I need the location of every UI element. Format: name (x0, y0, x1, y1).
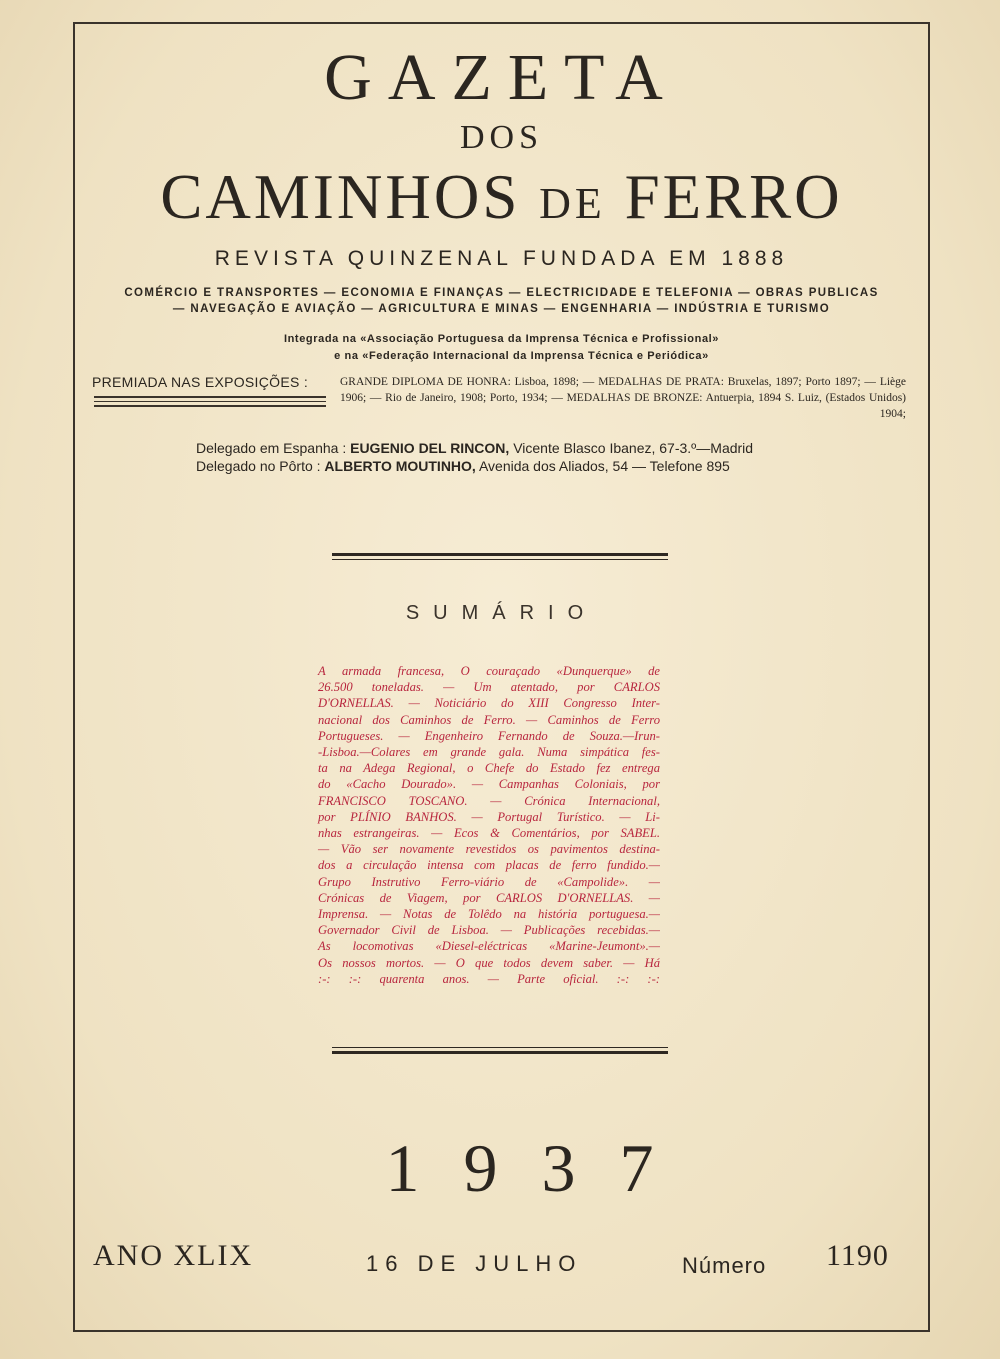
delegate-spain-name: EUGENIO DEL RINCON, (350, 440, 510, 456)
summary-line: Crónicas de Viagem, por CARLOS D'ORNELLAS. — (318, 890, 660, 905)
summary-line: A armada francesa, O couraçado «Dunquerque» de (318, 664, 660, 678)
summary-line: nacional dos Caminhos de Ferro. — Caminhos de Ferro (318, 712, 660, 727)
awards-text: GRANDE DIPLOMA DE HONRA: Lisboa, 1898; — MEDALHAS DE PRATA: Bruxelas, 1897; Porto 1897; — Liège 1906; — Rio de Janeiro, 1908; Porto, 1934; — MEDALHAS DE BRONZE: Antuerpia, 1894 S. Luiz, (Estados Unidos) 1904; (340, 376, 906, 420)
year: 1937 (385, 1130, 698, 1206)
summary-line: do «Cacho Dourado». — Campanhas Coloniais, por (318, 777, 660, 792)
title-gazeta: GAZETA (324, 41, 679, 114)
summary-line: por PLÍNIO BANHOS. — Portugal Turístico. — Li- (318, 809, 660, 824)
title-caminhos-de-ferro (73, 160, 930, 241)
awards-label: PREMIADA NAS EXPOSIÇÕES : (92, 374, 309, 390)
summary-line: dos a circulação intensa com placas de ferro fundido.— (318, 858, 660, 873)
title-caminhos: CAMINHOS (160, 162, 540, 232)
summary-line: — Vão ser novamente revestidos os pavimentos destina- (318, 842, 660, 857)
summary-text (318, 663, 660, 987)
numero-label: Número (682, 1253, 767, 1278)
subtitle: REVISTA QUINZENAL FUNDADA EM 1888 (214, 247, 789, 270)
topics-line-1: COMÉRCIO E TRANSPORTES — ECONOMIA E FINANÇAS — ELECTRICIDADE E TELEFONIA — OBRAS PUBLICAS (124, 287, 879, 299)
summary-line: As locomotivas «Diesel-eléctricas «Marine-Jeumont».— (318, 939, 660, 954)
issue-date: 16 DE JULHO (366, 1251, 583, 1276)
summary-heading: SUMÁRIO (405, 602, 598, 624)
delegate-porto-name: ALBERTO MOUTINHO, (324, 458, 476, 474)
summary-line: -Lisboa.—Colares em grande gala. Numa simpática fes- (318, 745, 660, 760)
summary-line: Imprensa. — Notas de Tolêdo na história portuguesa.— (318, 907, 660, 922)
delegate-porto-address: Avenida dos Aliados, 54 — Telefone 895 (475, 458, 730, 474)
summary-line: Governador Civil de Lisboa. — Publicações recebidas.— (318, 923, 660, 938)
summary-line: Grupo Instrutivo Ferro-viário de «Campolide». — (318, 874, 660, 889)
topics (73, 285, 930, 317)
divider-top (332, 553, 668, 560)
associations-line-2: e na «Federação Internacional da Imprensa Técnica e Periódica» (334, 350, 709, 362)
title-dos: DOS (459, 119, 544, 156)
associations-line-1: Integrada na «Associação Portuguesa da Imprensa Técnica e Profissional» (283, 333, 720, 345)
summary-line: D'ORNELLAS. — Noticiário do XIII Congresso Inter- (318, 696, 660, 711)
summary-line: Os nossos mortos. — O que todos devem saber. — Há (318, 955, 660, 970)
delegate-spain (196, 439, 836, 457)
summary-line: :-: :-: quarenta anos. — Parte oficial. :-: :-: (318, 971, 660, 986)
title-de: DE (539, 179, 606, 228)
associations (73, 331, 930, 365)
divider-bottom (332, 1047, 668, 1054)
summary-line: Portugueses. — Engenheiro Fernando de Souza.—Irun- (318, 728, 660, 743)
summary-line: 26.500 toneladas. — Um atentado, por CARLOS (318, 680, 660, 695)
title-ferro: FERRO (605, 162, 843, 232)
awards-underline (94, 393, 326, 407)
volume-ano: ANO XLIX (93, 1239, 254, 1272)
topics-line-2: — NAVEGAÇÃO E AVIAÇÃO — AGRICULTURA E MINAS — ENGENHARIA — INDÚSTRIA E TURISMO (172, 303, 831, 315)
delegate-porto-prefix: Delegado no Pôrto : (196, 458, 325, 474)
summary-line: ta na Adega Regional, o Chefe do Estado fez entrega (318, 761, 660, 776)
delegate-spain-prefix: Delegado em Espanha : (196, 440, 351, 456)
delegate-spain-address: Vicente Blasco Ibanez, 67-3.º—Madrid (509, 440, 754, 456)
summary-line: nhas estrangeiras. — Ecos & Comentários, por SABEL. (318, 826, 660, 841)
issue-number: 1190 (826, 1239, 889, 1272)
delegate-porto (196, 457, 836, 475)
summary-line: FRANCISCO TOSCANO. — Crónica Internacional, (318, 793, 660, 808)
